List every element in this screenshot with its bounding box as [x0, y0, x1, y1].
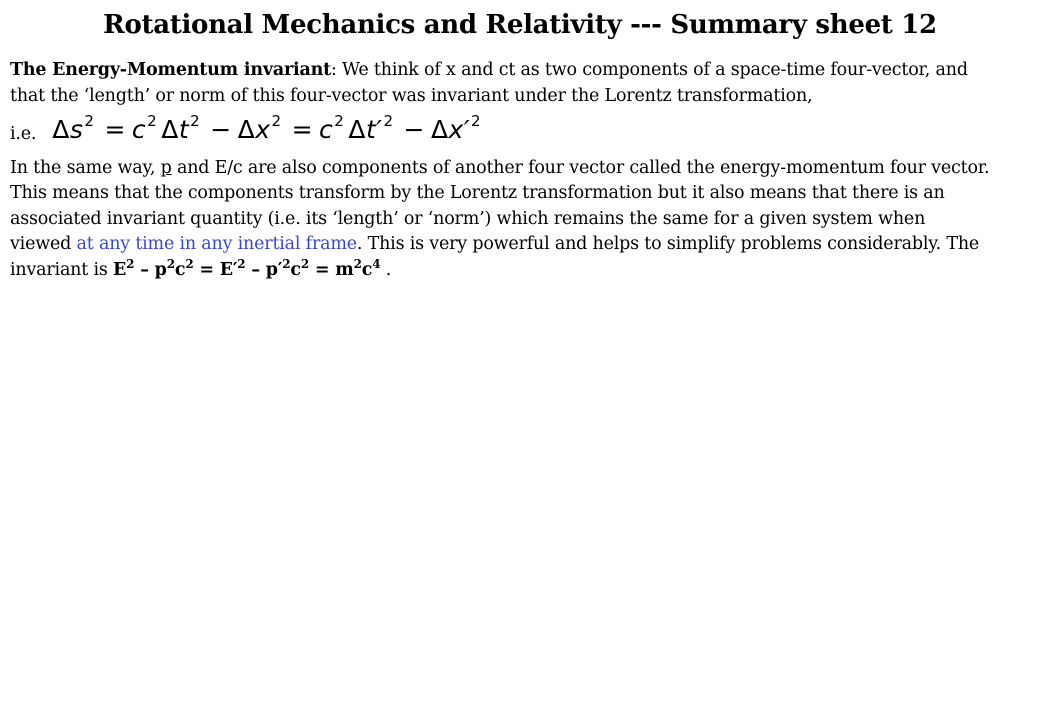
invariant-equation: $E^2 - p^2c^2 = E'^2 - p'^2c^2 = m^2c^4$: [113, 256, 381, 280]
highlighted-phrase: at any time in any inertial frame: [76, 234, 357, 254]
spacetime-interval-formula: $\Delta s^2 = c^2$ $\Delta t^2 - \Delta x^2 = c^2$ $\Delta t'^2 - \Delta x'^2$: [52, 112, 482, 144]
summary-content: [10, 58, 990, 283]
paragraph-energy-momentum-intro: [10, 58, 990, 148]
page-title: Rotational Mechanics and Relativity --- Summary sheet 12: [103, 10, 937, 40]
paragraph-four-vector: In the same way, p and E/c are also components of another four vector called the energy-momentum four vector. This means that the components transform by the Lorentz transformation but it also means that there is an associated invariant quantity (i.e. its ‘length’ or ‘norm’) which remains the same for a given system when viewed at any time in any inertial frame. This is very powerful and helps to simplify problems considerably. The invariant is $E^2 - p^2c^2 = E'^2 - p'^2c^2 = m^2c^4$ .: [10, 157, 990, 280]
momentum-vector-symbol: p: [160, 157, 172, 178]
intro-text: : We think of x and ct as two components of a space-time four-vector, and that the ‘length’ or norm of this four-vector was invariant under the Lorentz transformation, i.e.: [10, 60, 968, 144]
section-heading: The Energy-Momentum invariant: [10, 60, 331, 80]
